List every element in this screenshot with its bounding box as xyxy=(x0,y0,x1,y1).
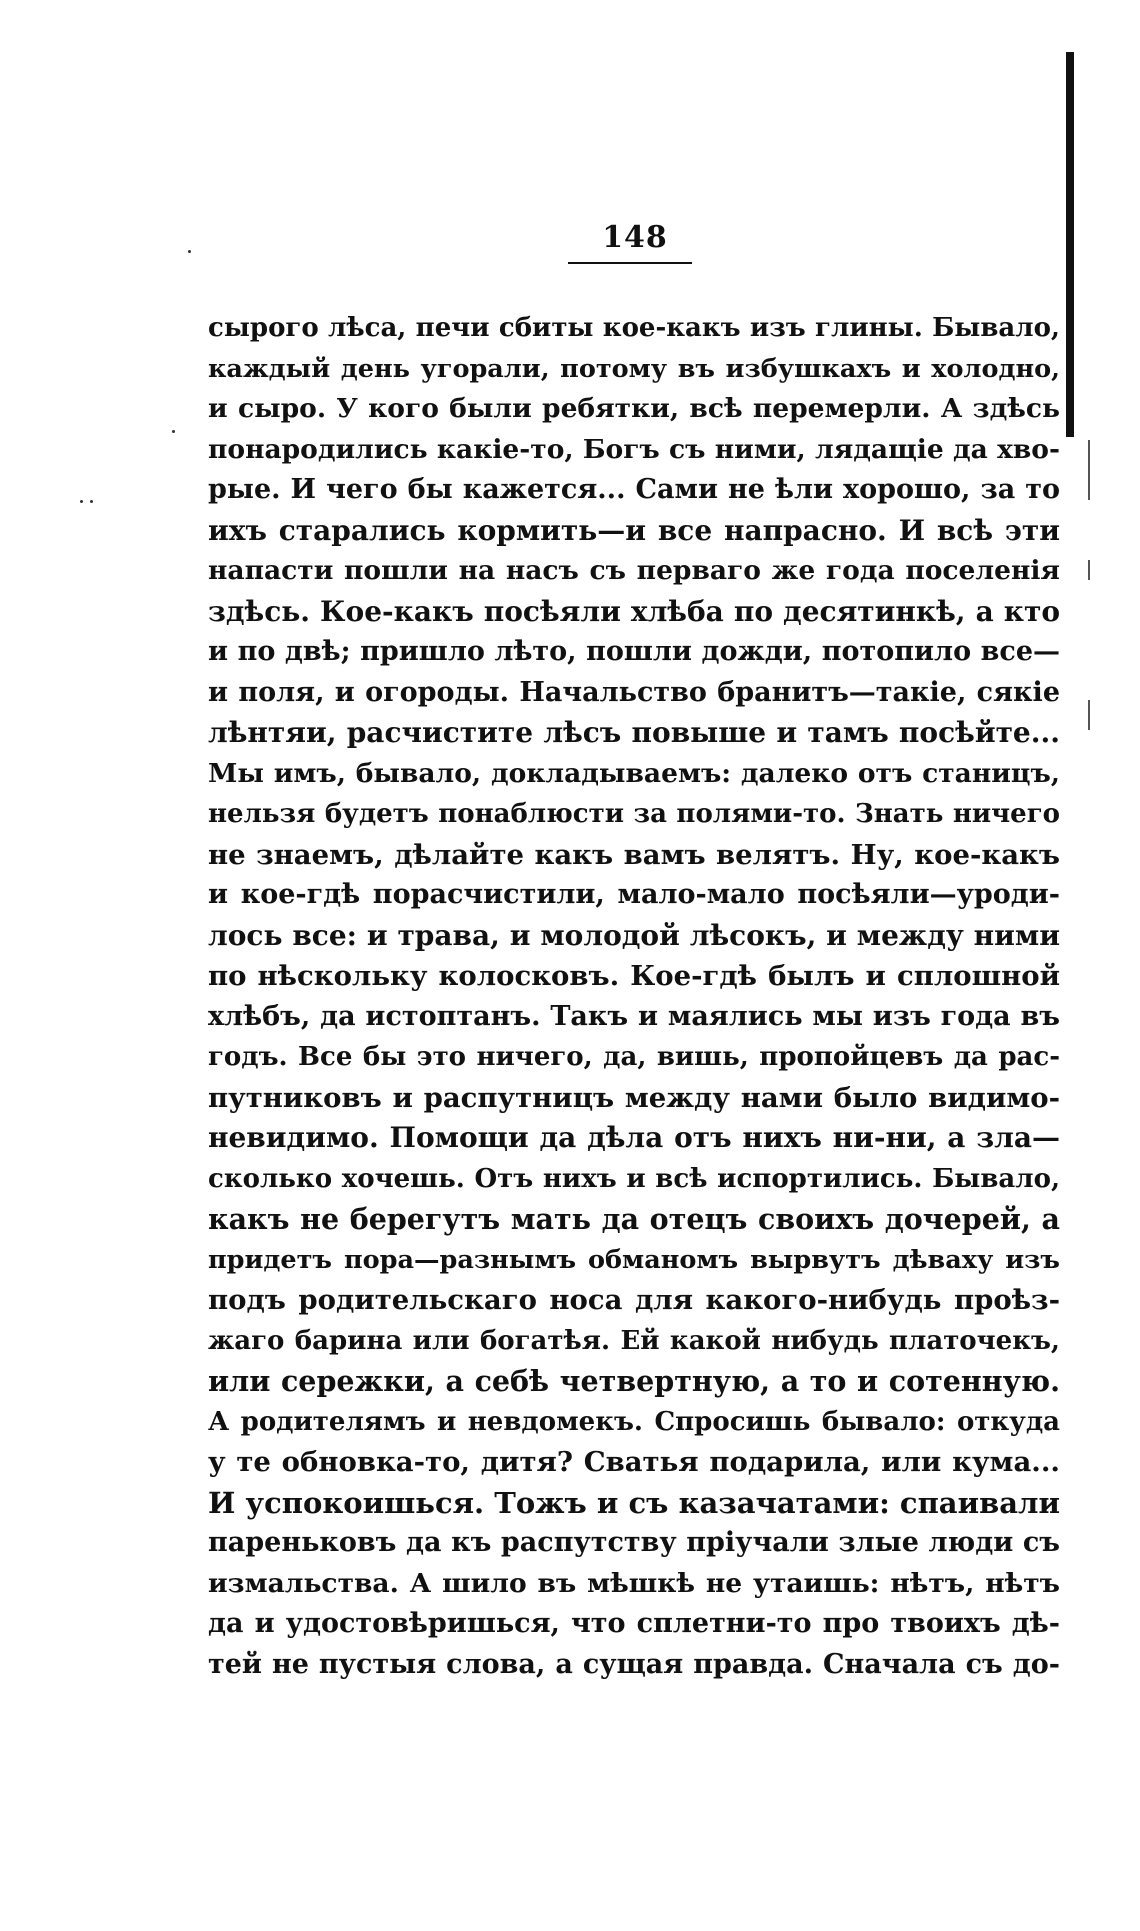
binding-edge-tick xyxy=(1088,560,1090,580)
text-line: да и удостовѣришься, что сплетни-то про твоихъ дѣ- xyxy=(208,1608,1060,1639)
text-line: сколько хочешь. Отъ нихъ и всѣ испортились. Бывало, xyxy=(208,1163,1060,1194)
text-line: придетъ пора—разнымъ обманомъ вырвутъ дѣваху изъ xyxy=(208,1244,1060,1275)
stray-dot xyxy=(80,500,83,503)
text-line: какъ не берегутъ мать да отецъ своихъ дочерей, а xyxy=(208,1202,1060,1236)
text-line: и кое-гдѣ порасчистили, мало-мало посѣяли—уроди- xyxy=(208,879,1060,910)
text-line: невидимо. Помощи да дѣла отъ нихъ ни-ни, а зла— xyxy=(208,1121,1060,1154)
text-line: годъ. Все бы это ничего, да, вишь, пропойцевъ да рас- xyxy=(208,1042,1060,1072)
text-line: каждый день угорали, потому въ избушкахъ и холодно, xyxy=(208,353,1060,384)
text-line: по нѣскольку колосковъ. Кое-гдѣ былъ и сплошной xyxy=(208,960,1060,992)
text-line: лось все: и трава, и молодой лѣсокъ, и между ними xyxy=(208,918,1060,952)
text-line: или сережки, а себѣ четвертную, а то и сотенную. xyxy=(208,1364,1060,1398)
text-line: Мы имъ, бывало, докладываемъ: далеко отъ станицъ, xyxy=(208,757,1060,789)
text-line: и сыро. У кого были ребятки, всѣ перемерли. А здѣсь xyxy=(208,393,1060,424)
text-line: подъ родительскаго носа для какого-нибудь проѣз- xyxy=(208,1284,1060,1316)
page-number: 148 xyxy=(602,220,668,255)
text-line: измальства. А шило въ мѣшкѣ не утаишь: нѣтъ, нѣтъ xyxy=(208,1567,1060,1599)
binding-edge-tick xyxy=(1088,700,1090,730)
text-line: хлѣбъ, да истоптанъ. Такъ и маялись мы изъ года въ xyxy=(208,1000,1060,1032)
text-line: рые. И чего бы кажется... Сами не ѣли хорошо, за то xyxy=(208,474,1060,505)
text-line: лѣнтяи, расчистите лѣсъ повыше и тамъ посѣйте... xyxy=(208,716,1060,749)
text-line: А родителямъ и невдомекъ. Спросишь бывало: откуда xyxy=(208,1406,1060,1437)
text-line: и по двѣ; пришло лѣто, пошли дожди, потопило все— xyxy=(208,636,1060,667)
text-line: понародились какіе-то, Богъ съ ними, лядащіе да хво- xyxy=(208,433,1060,465)
text-line: жаго барина или богатѣя. Ей какой нибудь платочекъ, xyxy=(208,1325,1060,1356)
text-line: сырого лѣса, печи сбиты кое-какъ изъ глины. Бывало, xyxy=(208,313,1060,343)
text-line: у те обновка-то, дитя? Сватья подарила, или кума... xyxy=(208,1446,1060,1478)
text-line: путниковъ и распутницъ между нами было видимо- xyxy=(208,1081,1060,1114)
binding-edge-tick xyxy=(1088,440,1090,500)
text-line: ихъ старались кормить—и все напрасно. И всѣ эти xyxy=(208,513,1060,547)
text-line: И успокоишься. Тожъ и съ казачатами: спаивали xyxy=(208,1485,1060,1520)
body-text xyxy=(208,308,1060,1685)
stray-dot xyxy=(172,430,175,433)
page-number-rule xyxy=(568,262,692,264)
stray-dot xyxy=(90,500,93,503)
binding-edge-bar xyxy=(1066,52,1074,437)
text-line: пареньковъ да къ распутству пріучали злые люди съ xyxy=(208,1527,1060,1558)
text-line: напасти пошли на насъ съ перваго же года поселенія xyxy=(208,555,1060,586)
stray-dot xyxy=(188,250,191,253)
text-line: здѣсь. Кое-какъ посѣяли хлѣба по десятинкѣ, а кто xyxy=(208,594,1060,628)
text-line: не знаемъ, дѣлайте какъ вамъ велятъ. Ну, кое-какъ xyxy=(208,838,1060,871)
text-line: нельзя будетъ понаблюсти за полями-то. Знать ничего xyxy=(208,799,1060,829)
text-line: и поля, и огороды. Начальство бранитъ—такіе, сякіе xyxy=(208,676,1060,708)
text-line: тей не пустыя слова, а сущая правда. Сначала съ до- xyxy=(208,1648,1060,1680)
